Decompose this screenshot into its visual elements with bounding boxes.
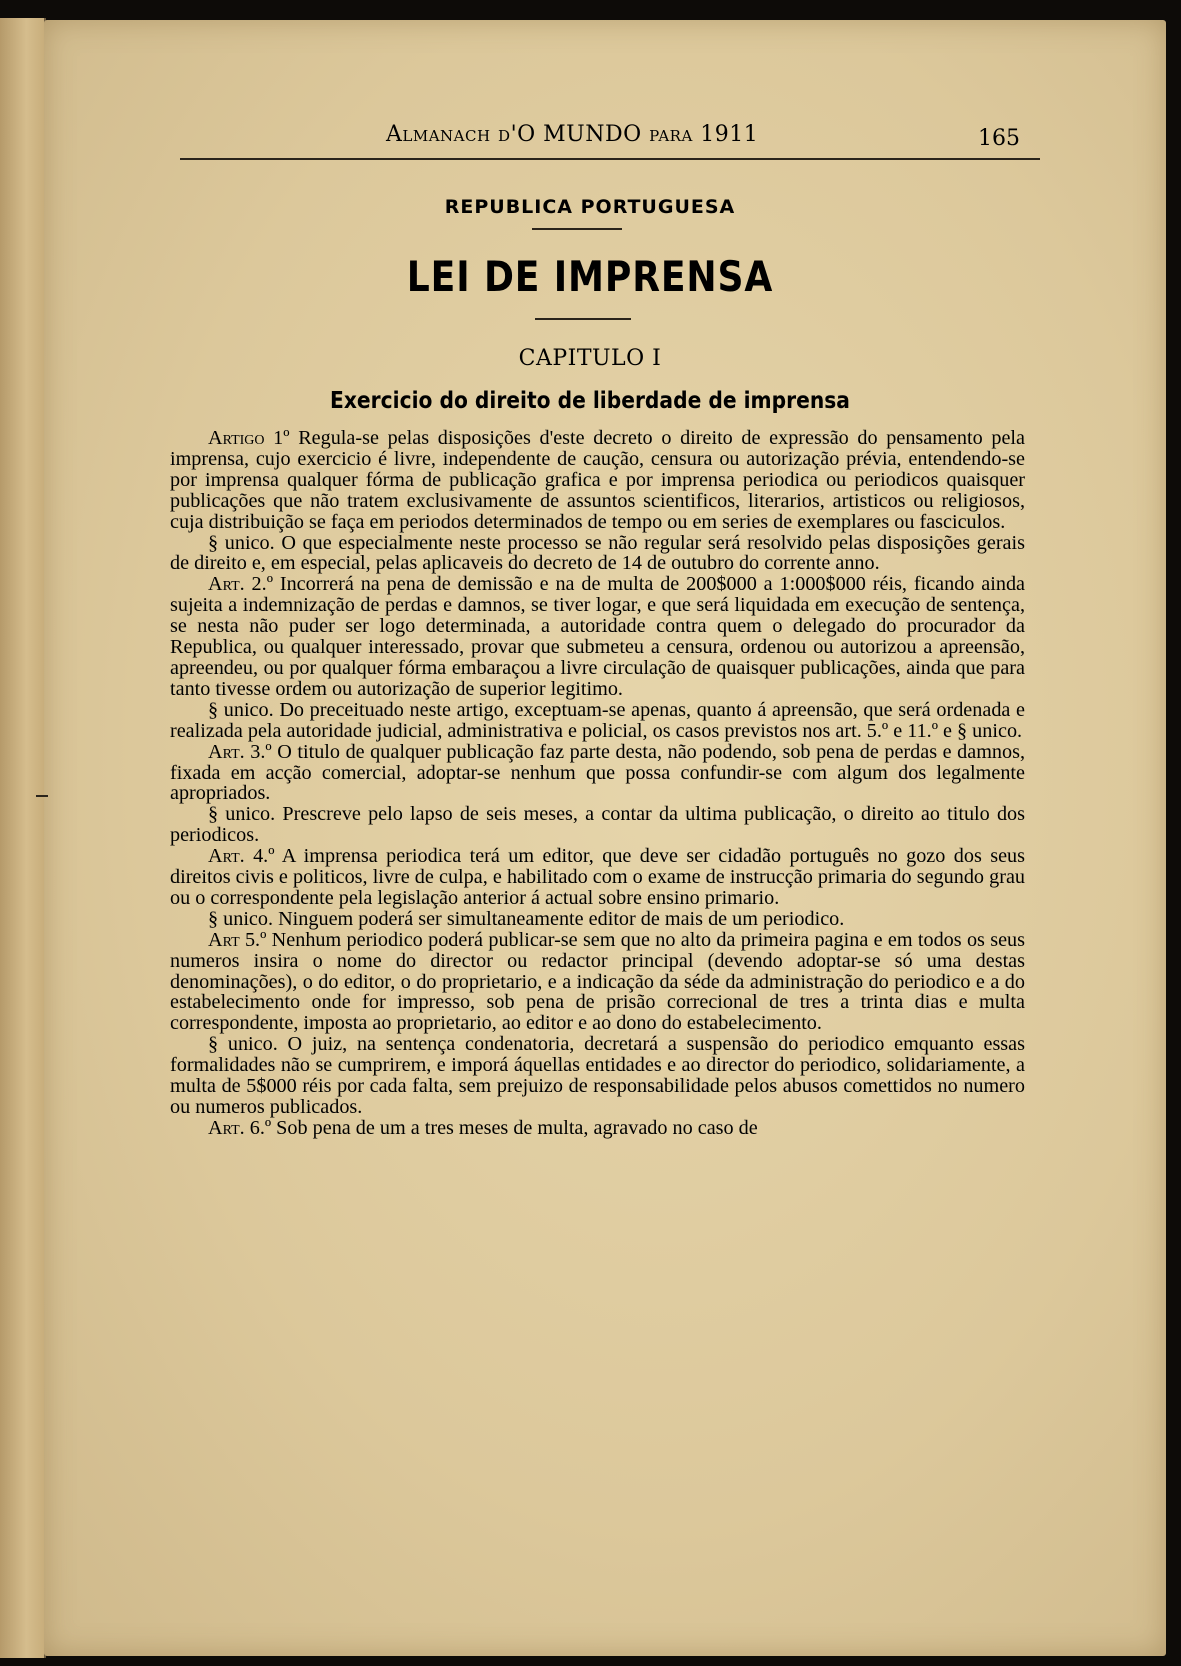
article-lead: Artigo 1º [208, 427, 290, 449]
article-paragraph [170, 742, 1025, 805]
article-paragraph [170, 1034, 1025, 1118]
article-lead: § unico. [208, 698, 274, 721]
article-text: Do preceituado neste artigo, exceptuam-se apenas, quanto á apreensão, que será ordenada e realizada pela autoridade judicial, administrativa e policial, os casos previstos nos art. 5.º e 11.º e § unico. [170, 698, 1025, 742]
running-head-title: Almanach d'O MUNDO para 1911 [386, 122, 759, 147]
article-paragraph [170, 909, 1025, 930]
article-paragraph [170, 930, 1025, 1035]
article-lead: § unico. [208, 1033, 278, 1056]
article-text: A imprensa periodica terá um editor, que deve ser cidadão português no gozo dos seus direitos civis e politicos, livre de culpa, e habilitado com o exame de instrucção primaria do segundo grau ou o correspondente pela legislação anterior á actual sobre ensino primario. [170, 845, 1025, 909]
article-text: O juiz, na sentença condenatoria, decretará a suspensão do periodico emquanto essas formalidades não se cumprirem, e imporá áquellas entidades e ao director do periodico, solidariamente, a multa de 5$000 réis por cada falta, sem prejuizo de responsabilidade pelos abusos comettidos no numero ou numeros publicados. [170, 1033, 1025, 1118]
article-lead: Art. 6.º [208, 1116, 272, 1139]
article-text: O titulo de qualquer publicação faz parte desta, não podendo, sob pena de perdas e damnos, fixada em acção comercial, adoptar-se nenhum que possa confundir-se com algum dos legalmente apropriados. [170, 740, 1026, 805]
article-lead: Art. 4.º [208, 845, 275, 868]
article-text: Incorrerá na pena de demissão e na de multa de 200$000 a 1:000$000 réis, ficando ainda sujeita a indemnização de perdas e damnos, se tiver logar, e que será liquidada em execução de sentença, se nesta não puder ser logo determinada, a autoridade contra quem o delegado do procurador da Republica, ou qualquer interessado, provar que submeteu a censura, ordenou ou autorizou a apreensão, apreendeu, ou por qualquer fórma embaraçou a livre circulação de quaisquer publicações, ainda que para tanto tivesse ordem ou autorização de superior legitimo. [170, 573, 1025, 700]
article-lead: § unico. [208, 803, 276, 826]
short-divider [535, 318, 631, 320]
chapter-heading: CAPITULO I [518, 346, 662, 371]
article-lead: Art. 2.º [208, 573, 273, 596]
article-text: Prescreve pelo lapso de seis meses, a contar da ultima publicação, o direito ao titulo dos periodicos. [170, 803, 1025, 847]
chapter-subtitle: Exercicio do direito de liberdade de imprensa [330, 388, 850, 414]
header-rule [180, 158, 1040, 160]
article-text: O que especialmente neste processo se não regular será resolvido pelas disposições gerais de direito e, em especial, pelas aplicaveis do decreto de 14 de outubro do corrente anno. [170, 531, 1025, 575]
page-number: 165 [978, 126, 1020, 151]
article-lead: Art. 3.º [208, 740, 272, 763]
article-text: Sob pena de um a tres meses de multa, agravado no caso de [271, 1116, 758, 1139]
article-lead: § unico. [208, 531, 275, 554]
article-text: Ninguem poderá ser simultaneamente editor de mais de um periodico. [273, 907, 845, 930]
running-head [140, 116, 1040, 156]
article-paragraph [170, 574, 1025, 699]
article-lead: § unico. [208, 907, 274, 930]
short-divider [532, 228, 622, 230]
facing-page-edge [0, 18, 46, 1658]
article-text: Nenhum periodico poderá publicar-se sem que no alto da primeira pagina e em todos os seus numeros insira o nome do director ou redactor principal (devendo adoptar-se só uma destas denominações), o do editor, o do proprietario, e a indicação da séde da administração do periodico e a do estabelecimento onde for impresso, sob pena de prisão correcional de tres a trinta dias e multa correspondente, imposta ao proprietario, ao editor e ao dono do estabelecimento. [170, 928, 1025, 1035]
article-paragraph [170, 1118, 1025, 1139]
article-paragraph [170, 804, 1025, 846]
article-text: Regula-se pelas disposições d'este decreto o direito de expressão do pensamento pela imprensa, cujo exercicio é livre, independente de caução, censura ou autorização prévia, entendendo-se por imprensa qualquer fórma de publicação grafica e por imprensa periodica ou periodicos quaisquer publicações que não tratem exclusivamente de assuntos scientificos, literarios, artisticos ou religiosos, cuja distribuição se faça em periodos determinados de tempo ou em series de exemplares ou fasciculos. [170, 427, 1025, 533]
republica-heading: REPUBLICA PORTUGUESA [444, 196, 736, 218]
article-paragraph [170, 428, 1025, 533]
article-lead: Art 5.º [208, 928, 267, 951]
law-title: LEI DE IMPRENSA [406, 252, 774, 301]
article-paragraph [170, 700, 1025, 742]
margin-mark [36, 795, 48, 797]
law-body-text [170, 428, 1025, 1139]
article-paragraph [170, 846, 1025, 909]
article-paragraph [170, 533, 1025, 575]
